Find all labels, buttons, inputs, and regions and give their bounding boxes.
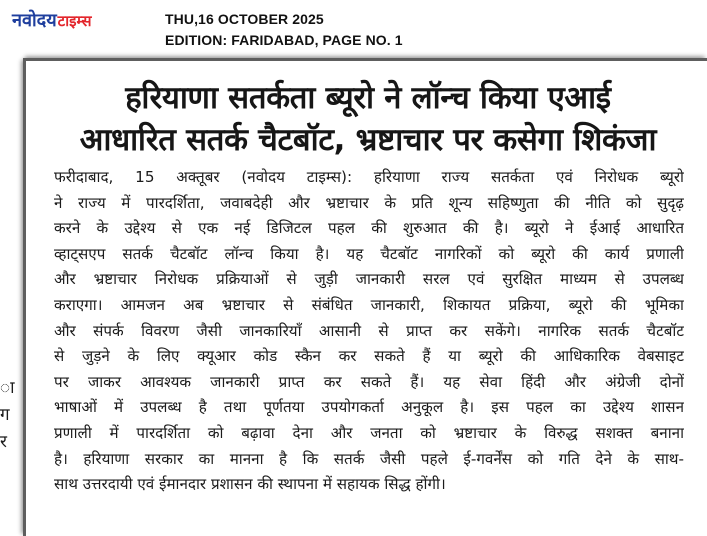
fragment-char: र — [0, 432, 7, 452]
headline-line: हरियाणा सतर्कता ब्यूरो ने लॉन्च किया एआई — [125, 80, 611, 116]
body-line: भाषाओं में उपलब्ध है तथा पूर्णतया उपयोगकर्ता अनुकूल है। इस पहल का उद्देश्य शासन — [54, 398, 684, 417]
body-line: प्रणाली में पारदर्शिता को बढ़ावा देना और जनता को भ्रष्टाचार के विरुद्ध सशक्त बनाना — [54, 423, 684, 442]
fragment-char: ग — [0, 405, 10, 425]
logo-subtitle: टाइम्स — [57, 12, 92, 30]
body-line: से जुड़ने के लिए क्यूआर कोड स्कैन कर सकते हैं या ब्यूरो की आधिकारिक वेबसाइट — [54, 347, 684, 366]
newspaper-logo — [12, 8, 92, 34]
masthead — [0, 0, 707, 58]
body-line: और संपर्क विवरण जैसी जानकारियाँ आसानी से प्राप्त कर सकेंगे। नागरिक सतर्क चैटबॉट — [54, 321, 684, 340]
body-line: फरीदाबाद, 15 अक्तूबर (नवोदय टाइम्स): हरियाणा राज्य सतर्कता एवं निरोधक ब्यूरो — [54, 168, 684, 186]
body-line: कराएगा। आमजन अब भ्रष्टाचार से संबंधित जानकारी, शिकायत प्रक्रिया, ब्यूरो की भूमिका — [54, 295, 684, 314]
date-line: THU,16 OCTOBER 2025 — [165, 11, 324, 27]
edition-info — [165, 9, 403, 51]
body-line: है। हरियाणा सरकार का मानना है कि सतर्क जैसी पहले ई-गवर्नेंस को गति देने के साथ- — [54, 449, 684, 468]
article-clipping — [23, 58, 707, 536]
adjacent-column-fragment — [0, 375, 16, 456]
article-body — [54, 165, 684, 498]
body-line: करने के उद्देश्य से एक नई डिजिटल पहल की शुरुआत की है। ब्यूरो ने ईआई आधारित — [54, 219, 684, 238]
article-headline — [26, 77, 707, 161]
headline-line: आधारित सतर्क चैटबॉट, भ्रष्टाचार पर कसेगा शिकंजा — [79, 122, 657, 158]
logo-name: नवोदय — [12, 10, 57, 31]
body-line: साथ उत्तरदायी एवं ईमानदार प्रशासन की स्थापना में सहायक सिद्ध होंगी। — [54, 475, 446, 494]
body-line: और भ्रष्टाचार निरोधक प्रक्रियाओं से जुड़ी जानकारी सरल एवं सुरक्षित माध्यम से उपलब्ध — [54, 270, 684, 289]
fragment-char: ा — [0, 378, 15, 398]
body-line: ने राज्य में पारदर्शिता, जवाबदेही और भ्रष्टाचार के प्रति शून्य सहिष्णुता की नीति को सुदृढ़ — [54, 193, 684, 212]
body-line: व्हाट्सएप सतर्क चैटबॉट लॉन्च किया है। यह चैटबॉट नागरिकों को ब्यूरो की कार्य प्रणाली — [54, 244, 684, 263]
body-line: पर जाकर आवश्यक जानकारी प्राप्त कर सकते हैं। यह सेवा हिंदी और अंग्रेजी दोनों — [54, 372, 684, 391]
edition-line: EDITION: FARIDABAD, PAGE NO. 1 — [165, 32, 403, 48]
